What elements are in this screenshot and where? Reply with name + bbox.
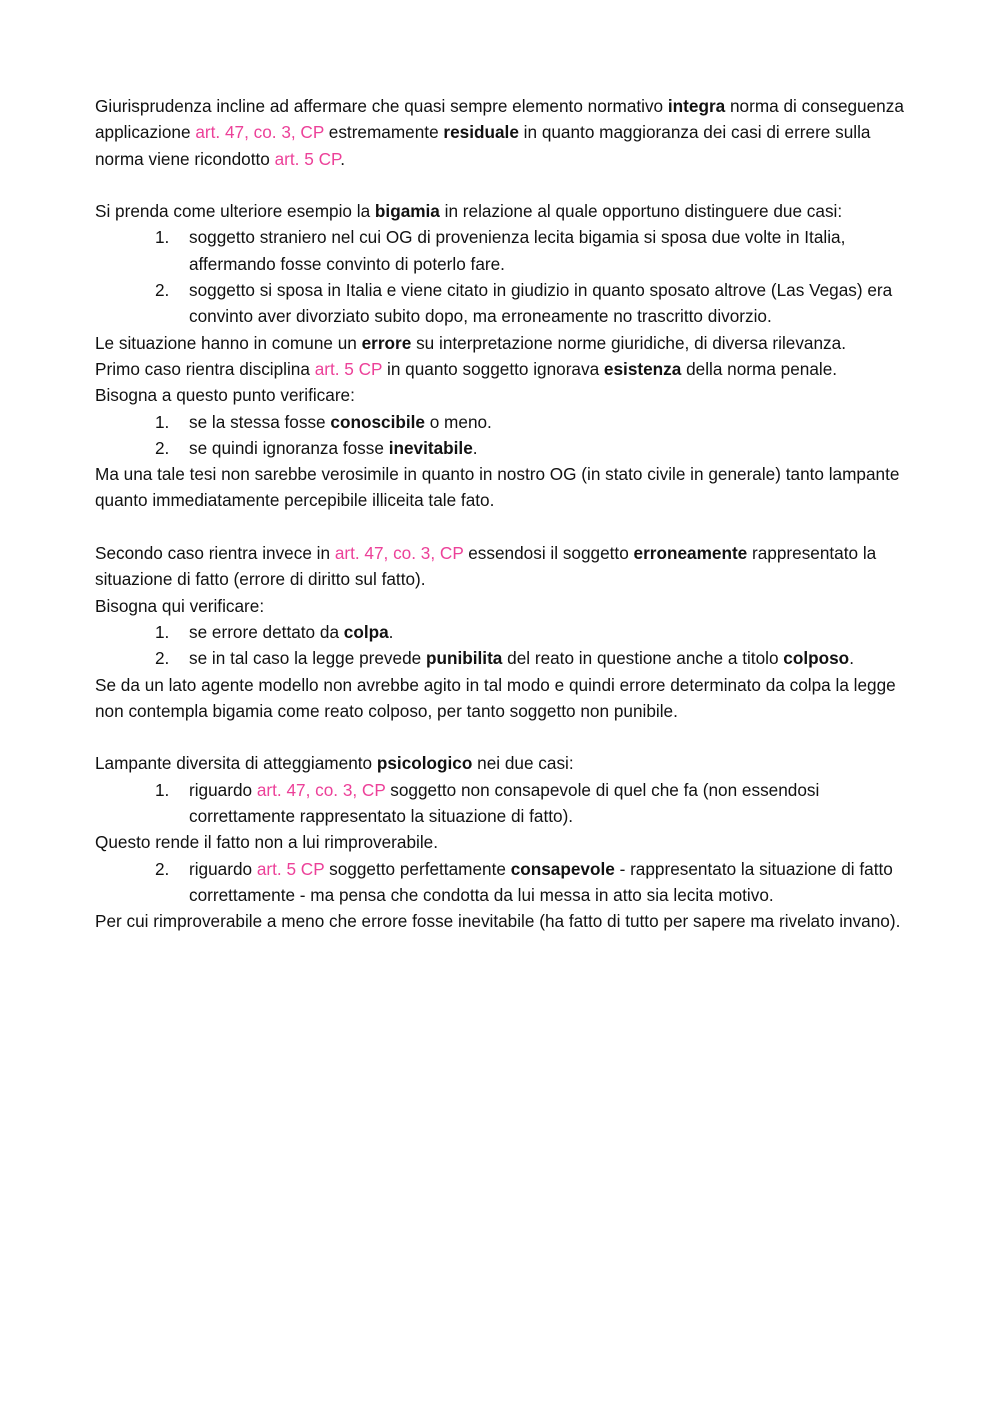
law-reference: art. 47, co. 3, CP <box>334 543 464 564</box>
bold-term: colposo <box>783 648 850 669</box>
text: soggetto non consapevole di quel che fa (non essendosi correttamente rappresentato la situazione di fatto). <box>189 779 820 827</box>
law-reference: art. 5 CP <box>314 358 383 379</box>
text: in quanto soggetto ignorava <box>382 358 604 379</box>
text: Per cui rimproverabile a meno che errore fosse inevitabile (ha fatto di tutto per sapere ma rivelato invano). <box>95 911 901 932</box>
text: in quanto maggioranza dei casi di errere sulla norma viene ricondotto <box>95 122 871 169</box>
text: riguardo <box>189 858 257 879</box>
bold-term: colpa <box>343 621 389 642</box>
paragraph-thesis <box>95 461 915 514</box>
numbered-list-verify-second <box>95 619 915 672</box>
text: Si prenda come ulteriore esempio la <box>95 201 375 222</box>
paragraph-first-case <box>95 356 915 382</box>
text: norma di conseguenza applicazione <box>95 96 904 143</box>
text: della norma penale. <box>681 358 838 379</box>
text: su interpretazione norme giuridiche, di diversa rilevanza. <box>411 332 846 353</box>
text: - rappresentato la situazione di fatto correttamente - ma pensa che condotta da lui messa in atto sia lecita motivo. <box>189 858 893 905</box>
text: . <box>849 648 854 669</box>
list-item <box>95 619 915 645</box>
list-item <box>95 224 915 277</box>
bold-term: erroneamente <box>633 543 748 564</box>
list-item <box>95 435 915 461</box>
law-reference: art. 5 CP <box>256 858 325 879</box>
text: se in tal caso la legge prevede <box>189 648 426 669</box>
paragraph-verify <box>95 382 915 408</box>
text: Le situazione hanno in comune un <box>95 332 362 353</box>
numbered-list-attitude-1 <box>95 777 915 830</box>
list-item <box>95 409 915 435</box>
numbered-list-cases <box>95 224 915 329</box>
text: Questo rende il fatto non a lui rimproverabile. <box>95 832 438 853</box>
text: . <box>388 621 394 642</box>
text: Secondo caso rientra invece in <box>95 543 335 564</box>
bold-term: inevitabile <box>388 437 473 458</box>
list-item <box>95 777 915 830</box>
text: Se da un lato agente modello non avrebbe agito in tal modo e quindi errore determinato da colpa la legge non contempla bigamia come reato colposo, per tanto soggetto non punibile. <box>95 674 896 721</box>
numbered-list-attitude-2 <box>95 856 915 909</box>
bold-term: residuale <box>443 122 519 143</box>
list-number: 1. <box>155 227 170 248</box>
text: . <box>340 148 346 169</box>
text: estremamente <box>324 122 444 143</box>
text: Ma una tale tesi non sarebbe verosimile in quanto in nostro OG (in stato civile in generale) tanto lampante quanto immediatamente percepibile illiceita tale fato. <box>95 464 900 511</box>
text: se errore dettato da <box>189 621 344 642</box>
list-number: 2. <box>155 858 170 879</box>
text: nei due casi: <box>472 753 574 774</box>
bold-term: consapevole <box>510 858 615 879</box>
law-reference: art. 5 CP <box>274 148 341 169</box>
paragraph-bigamia-intro <box>95 198 915 224</box>
paragraph-conclusion <box>95 908 915 934</box>
text: del reato in questione anche a titolo <box>502 648 784 669</box>
text: Lampante diversita di atteggiamento <box>95 753 377 774</box>
list-item <box>95 277 915 330</box>
list-item-text: soggetto straniero nel cui OG di provenienza lecita bigamia si sposa due volte in Italia, affermando fosse convinto di poterlo fare. <box>189 227 846 274</box>
list-number: 2. <box>155 648 170 669</box>
paragraph-verify-second <box>95 593 915 619</box>
law-reference: art. 47, co. 3, CP <box>256 779 386 800</box>
paragraph-second-case <box>95 540 915 593</box>
list-item-text: soggetto si sposa in Italia e viene citato in giudizio in quanto sposato altrove (Las Vegas) era convinto aver divorziato subito dopo, ma erroneamente no trascritto divorzio. <box>189 280 893 327</box>
text: essendosi il soggetto <box>463 543 634 564</box>
paragraph-model-agent <box>95 672 915 725</box>
text: Giurisprudenza incline ad affermare che quasi sempre elemento normativo <box>95 96 668 116</box>
text: se quindi ignoranza fosse <box>189 437 389 458</box>
text: . <box>472 437 478 458</box>
spacer <box>95 172 915 198</box>
paragraph-normative-element <box>95 93 915 172</box>
document-body <box>95 93 915 935</box>
list-number: 1. <box>155 621 170 642</box>
text: rappresentato la situazione di fatto (errore di diritto sul fatto). <box>95 543 877 590</box>
bold-term: integra <box>667 96 726 116</box>
paragraph-not-reproachable <box>95 829 915 855</box>
list-number: 1. <box>155 779 170 800</box>
paragraph-common-error <box>95 330 915 356</box>
list-number: 2. <box>155 437 170 458</box>
bold-term: bigamia <box>374 201 440 222</box>
bold-term: esistenza <box>603 358 682 379</box>
text: Primo caso rientra disciplina <box>95 358 315 379</box>
law-reference: art. 47, co. 3, CP <box>195 122 324 143</box>
list-number: 1. <box>155 411 170 432</box>
list-item <box>95 856 915 909</box>
text: Bisogna a questo punto verificare: <box>95 385 355 406</box>
bold-term: errore <box>361 332 412 353</box>
list-item <box>95 645 915 671</box>
text: o meno. <box>424 411 492 432</box>
bold-term: conoscibile <box>330 411 425 432</box>
text: Bisogna qui verificare: <box>95 595 265 616</box>
spacer <box>95 514 915 540</box>
text: riguardo <box>189 779 257 800</box>
text: se la stessa fosse <box>189 411 331 432</box>
bold-term: psicologico <box>376 753 473 774</box>
spacer <box>95 724 915 750</box>
text: soggetto perfettamente <box>324 858 511 879</box>
text: in relazione al quale opportuno distinguere due casi: <box>439 201 843 222</box>
numbered-list-verify-first <box>95 409 915 462</box>
list-number: 2. <box>155 280 170 301</box>
bold-term: punibilita <box>425 648 503 669</box>
paragraph-psychological <box>95 750 915 776</box>
